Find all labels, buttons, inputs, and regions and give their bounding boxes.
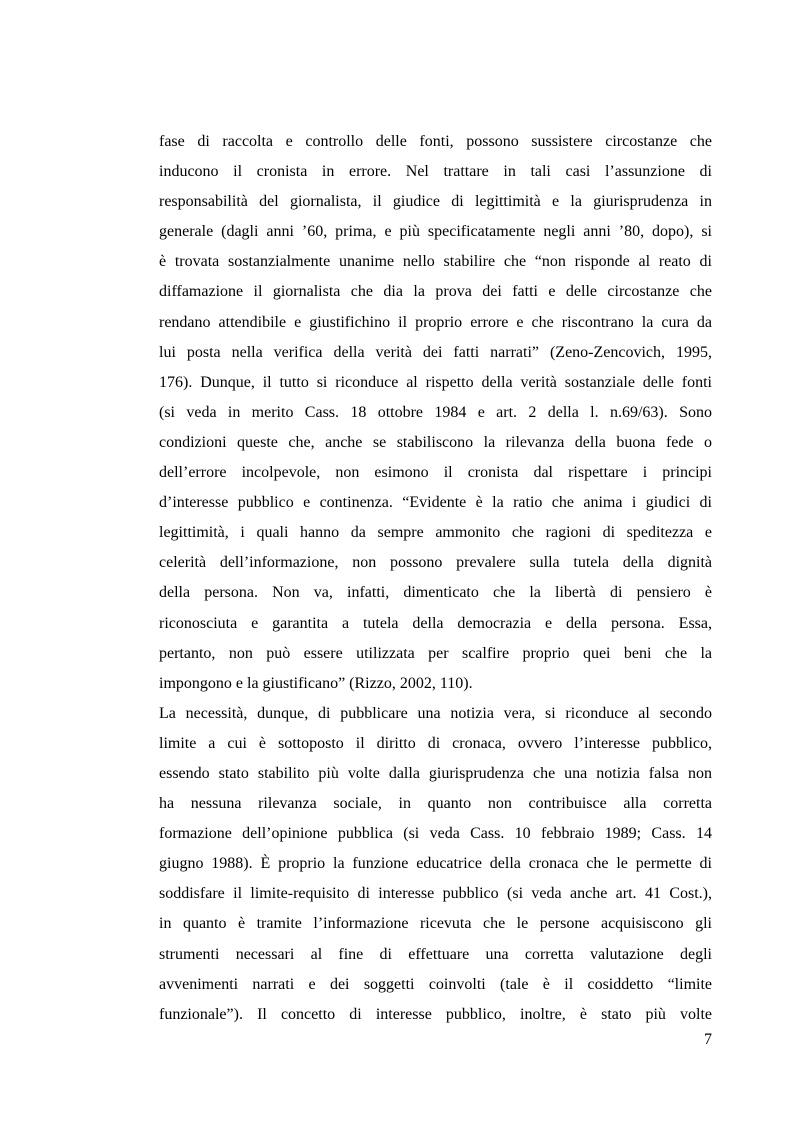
text-line: d’interesse pubblico e continenza. “Evidente è la ratio che anima i giudici di <box>159 494 712 512</box>
text-line: pertanto, non può essere utilizzata per scalfire proprio quei beni che la <box>159 644 712 662</box>
text-line: è trovata sostanzialmente unanime nello stabilire che “non risponde al reato di <box>159 253 712 271</box>
text-line: essendo stato stabilito più volte dalla giurisprudenza che una notizia falsa non <box>159 764 712 782</box>
text-line: (si veda in merito Cass. 18 ottobre 1984 e art. 2 della l. n.69/63). Sono <box>159 403 712 421</box>
text-line: fase di raccolta e controllo delle fonti, possono sussistere circostanze che <box>159 133 712 150</box>
text-line: in quanto è tramite l’informazione ricevuta che le persone acquisiscono gli <box>159 915 712 933</box>
text-line: impongono e la giustificano” (Rizzo, 2002, 110). <box>159 674 473 692</box>
text-line: responsabilità del giornalista, il giudice di legittimità e la giurisprudenza in <box>159 193 712 211</box>
text-line: riconosciuta e garantita a tutela della democrazia e della persona. Essa, <box>159 614 712 632</box>
text-line: formazione dell’opinione pubblica (si veda Cass. 10 febbraio 1989; Cass. 14 <box>159 825 712 843</box>
text-line: limite a cui è sottoposto il diritto di cronaca, ovvero l’interesse pubblico, <box>159 734 712 752</box>
text-line: celerità dell’informazione, non possono prevalere sulla tutela della dignità <box>159 554 712 572</box>
text-line: inducono il cronista in errore. Nel trattare in tali casi l’assunzione di <box>159 163 712 181</box>
text-line: ha nessuna rilevanza sociale, in quanto non contribuisce alla corretta <box>159 795 712 813</box>
text-line: della persona. Non va, infatti, dimenticato che la libertà di pensiero è <box>159 584 712 602</box>
body-text <box>159 127 712 1030</box>
text-line: rendano attendibile e giustifichino il proprio errore e che riscontrano la cura da <box>159 313 712 331</box>
text-line: La necessità, dunque, di pubblicare una notizia vera, si riconduce al secondo <box>159 704 712 722</box>
paragraph <box>159 699 712 1030</box>
text-line: lui posta nella verifica della verità dei fatti narrati” (Zeno-Zencovich, 1995, <box>159 343 712 361</box>
text-line: funzionale”). Il concetto di interesse pubblico, inoltre, è stato più volte <box>159 1005 712 1023</box>
text-line: avvenimenti narrati e dei soggetti coinvolti (tale è il cosiddetto “limite <box>159 975 712 993</box>
text-line: giugno 1988). È proprio la funzione educatrice della cronaca che le permette di <box>159 855 712 873</box>
text-line: legittimità, i quali hanno da sempre ammonito che ragioni di speditezza e <box>159 524 712 542</box>
text-line: generale (dagli anni ’60, prima, e più specificatamente negli anni ’80, dopo), si <box>159 223 712 241</box>
text-line: dell’errore incolpevole, non esimono il cronista dal rispettare i principi <box>159 464 712 482</box>
text-line: condizioni queste che, anche se stabiliscono la rilevanza della buona fede o <box>159 433 712 451</box>
text-line: 176). Dunque, il tutto si riconduce al rispetto della verità sostanziale delle fonti <box>159 373 712 391</box>
paragraph <box>159 127 712 699</box>
text-line: soddisfare il limite-requisito di interesse pubblico (si veda anche art. 41 Cost.), <box>159 885 712 903</box>
text-line: strumenti necessari al fine di effettuare una corretta valutazione degli <box>159 945 712 963</box>
page-number: 7 <box>704 1031 712 1048</box>
text-line: diffamazione il giornalista che dia la prova dei fatti e delle circostanze che <box>159 283 712 301</box>
